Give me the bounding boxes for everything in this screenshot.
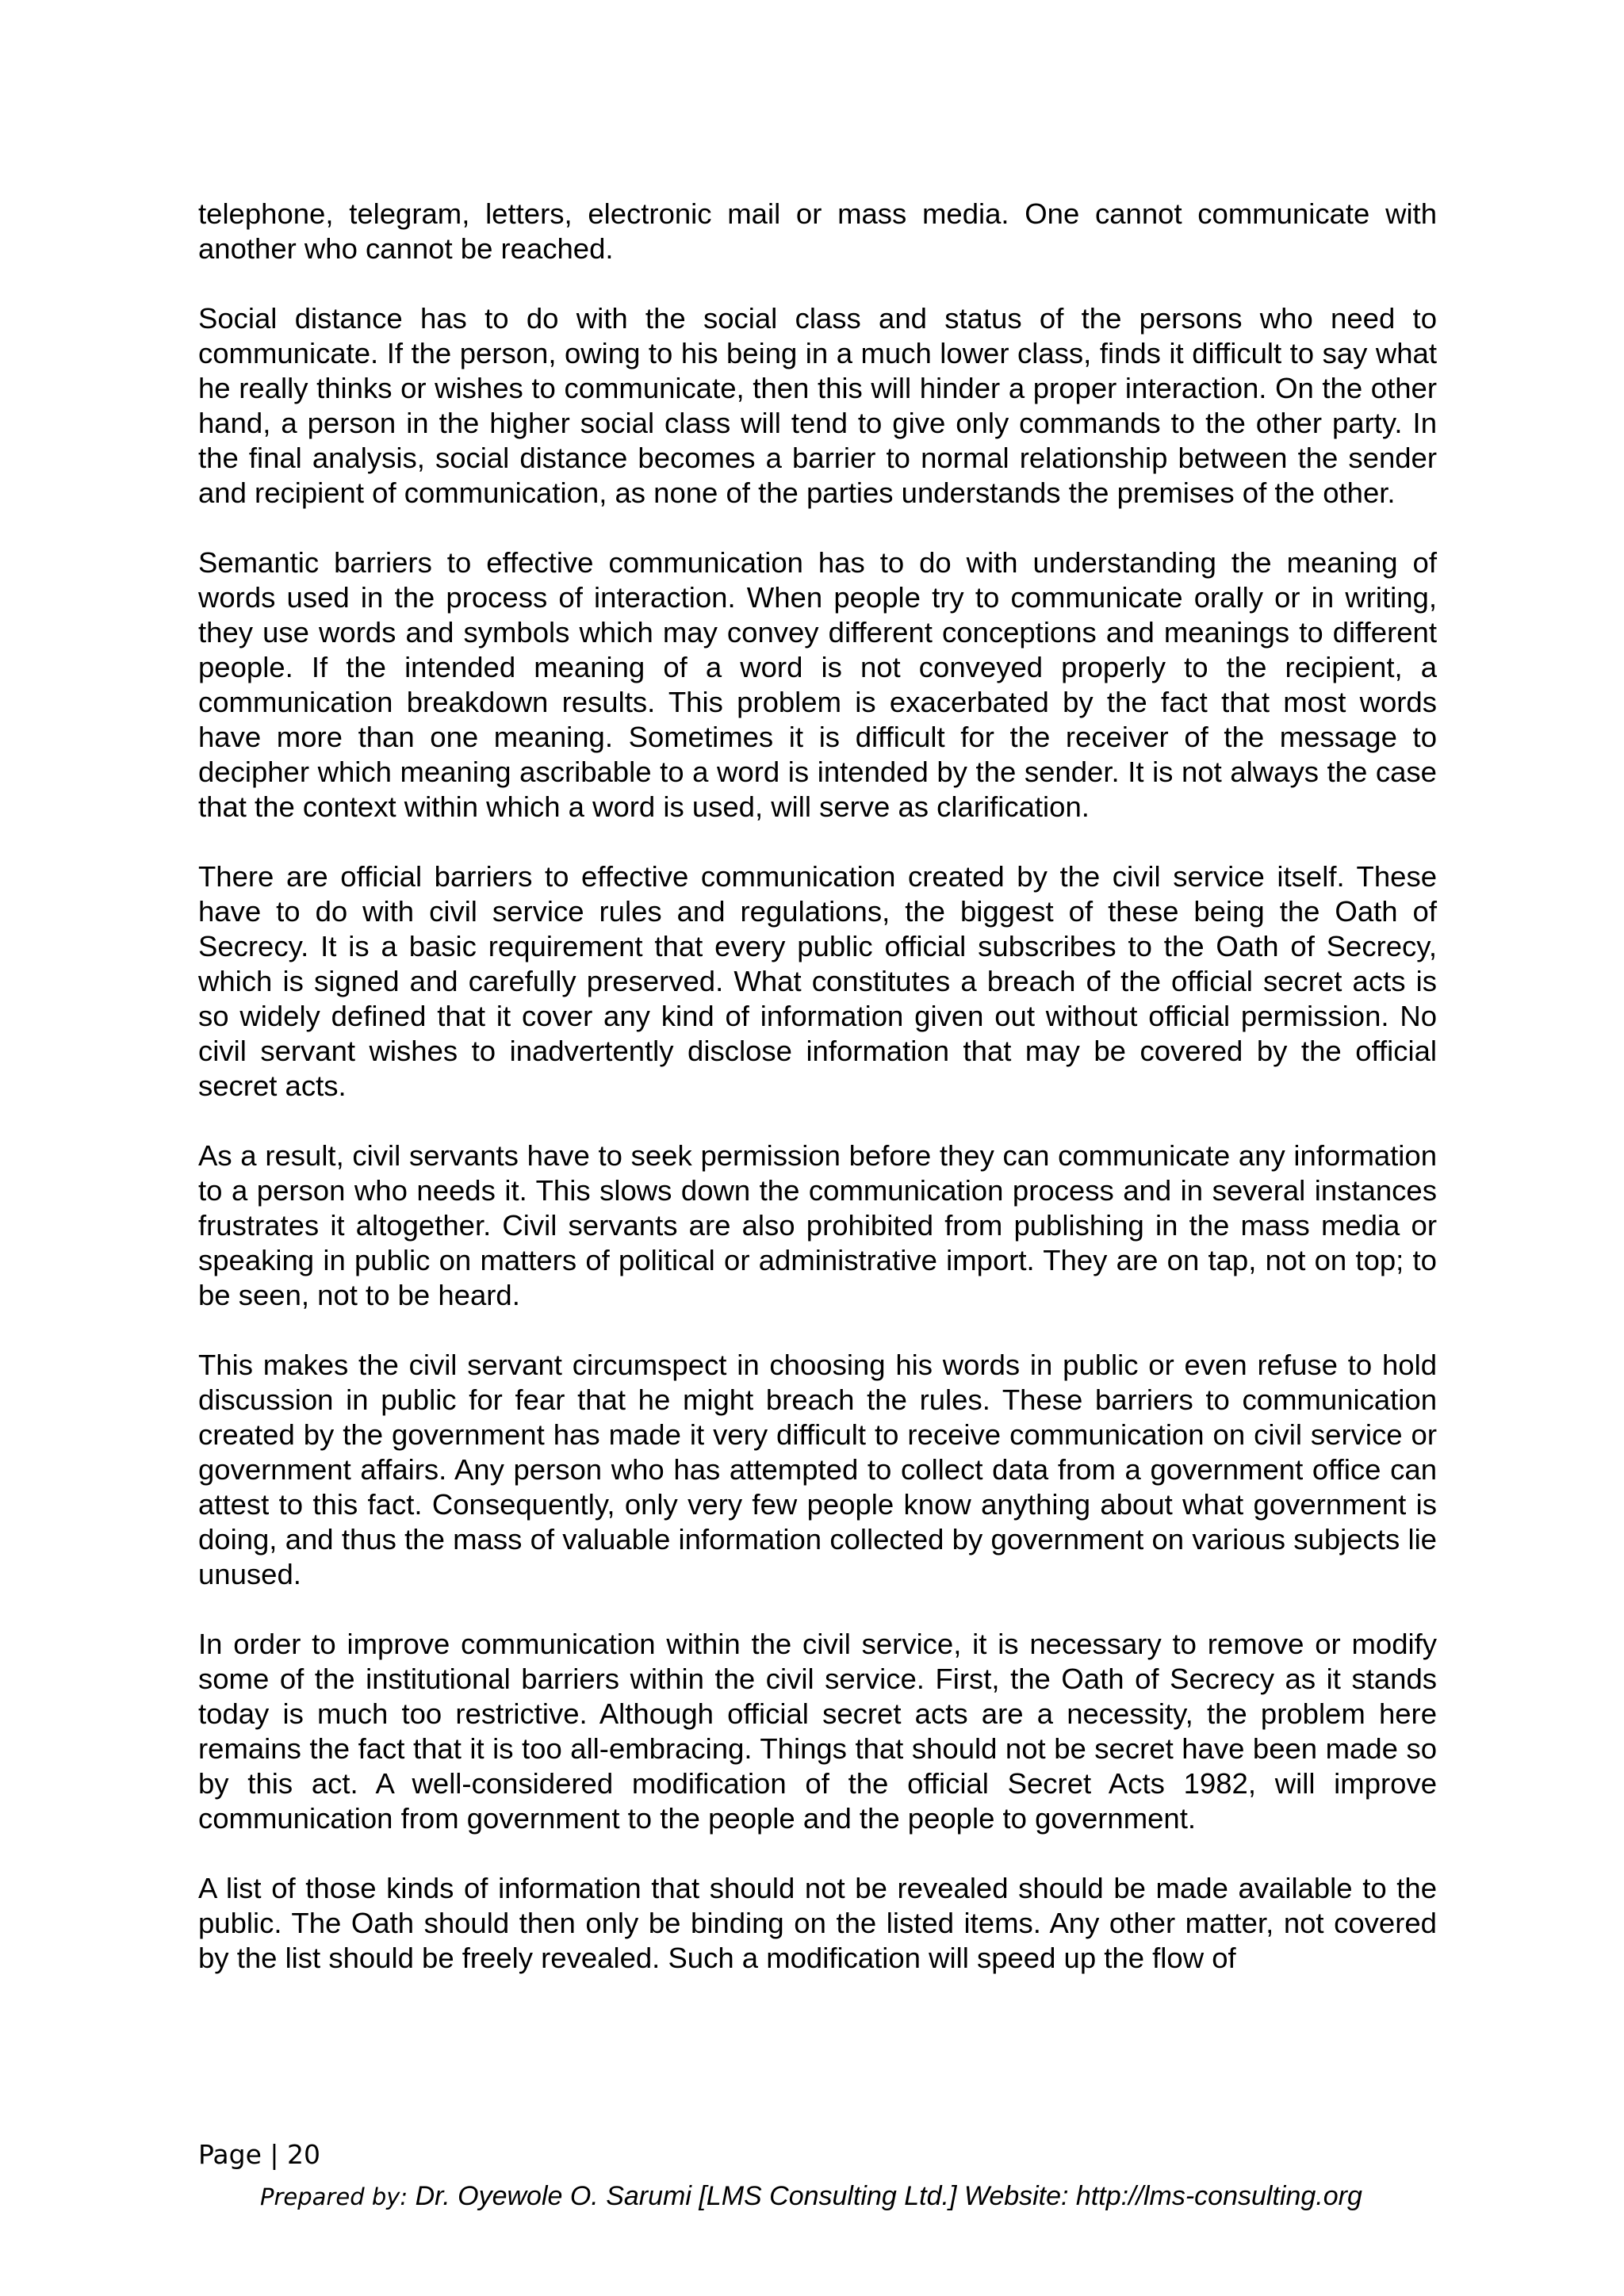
prepared-by-footer: [260, 2179, 1362, 2214]
paragraph-7: In order to improve communication within the civil service, it is necessary to remove or modify some of the institutional barriers within the civil service. First, the Oath of Secrecy as it stands today is much too restrictive. Although official secret acts are a necessity, the problem here remains the fact that it is too all-embracing. Things that should not be secret have been made so by this act. A well-considered modification of the official Secret Acts 1982, will improve communication from government to the people and the people to government.: [198, 1628, 1437, 1835]
paragraph-8: A list of those kinds of information that should not be revealed should be made available to the public. The Oath should then only be binding on the listed items. Any other matter, not covered by the list should be freely revealed. Such a modification will speed up the flow of: [198, 1872, 1437, 1974]
body-text: [198, 197, 1437, 2011]
paragraph-2: Social distance has to do with the social class and status of the persons who need to communicate. If the person, owing to his being in a much lower class, finds it difficult to say what he really thinks or wishes to communicate, then this will hinder a proper interaction. On the other hand, a person in the higher social class will tend to give only commands to the other party. In the final analysis, social distance becomes a barrier to normal relationship between the sender and recipient of communication, as none of the parties understands the premises of the other.: [198, 302, 1437, 509]
prepared-by-text: Dr. Oyewole O. Sarumi [LMS Consulting Ltd.] Website: http://lms-consulting.org: [408, 2181, 1362, 2211]
paragraph-1: telephone, telegram, letters, electronic mail or mass media. One cannot communicate with another who cannot be reached.: [198, 197, 1437, 265]
paragraph-3: Semantic barriers to effective communication has to do with understanding the meaning of words used in the process of interaction. When people try to communicate orally or in writing, they use words and symbols which may convey different conceptions and meanings to different people. If the intended meaning of a word is not conveyed properly to the recipient, a communication breakdown results. This problem is exacerbated by the fact that most words have more than one meaning. Sometimes it is difficult for the receiver of the message to decipher which meaning ascribable to a word is intended by the sender. It is not always the case that the context within which a word is used, will serve as clarification.: [198, 546, 1437, 823]
page-number: Page | 20: [198, 2139, 320, 2170]
prepared-by-label: Prepared by:: [260, 2183, 408, 2210]
paragraph-6: This makes the civil servant circumspect in choosing his words in public or even refuse to hold discussion in public for fear that he might breach the rules. These barriers to communication created by the government has made it very difficult to receive communication on civil service or government affairs. Any person who has attempted to collect data from a government office can attest to this fact. Consequently, only very few people know anything about what government is doing, and thus the mass of valuable information collected by government on various subjects lie unused.: [198, 1349, 1437, 1590]
paragraph-4: There are official barriers to effective communication created by the civil service itself. These have to do with civil service rules and regulations, the biggest of these being the Oath of Secrecy. It is a basic requirement that every public official subscribes to the Oath of Secrecy, which is signed and carefully preserved. What constitutes a breach of the official secret acts is so widely defined that it cover any kind of information given out without official permission. No civil servant wishes to inadvertently disclose information that may be covered by the official secret acts.: [198, 860, 1437, 1102]
paragraph-5: As a result, civil servants have to seek permission before they can communicate any information to a person who needs it. This slows down the communication process and in several instances frustrates it altogether. Civil servants are also prohibited from publishing in the mass media or speaking in public on matters of political or administrative import. They are on tap, not on top; to be seen, not to be heard.: [198, 1139, 1437, 1311]
